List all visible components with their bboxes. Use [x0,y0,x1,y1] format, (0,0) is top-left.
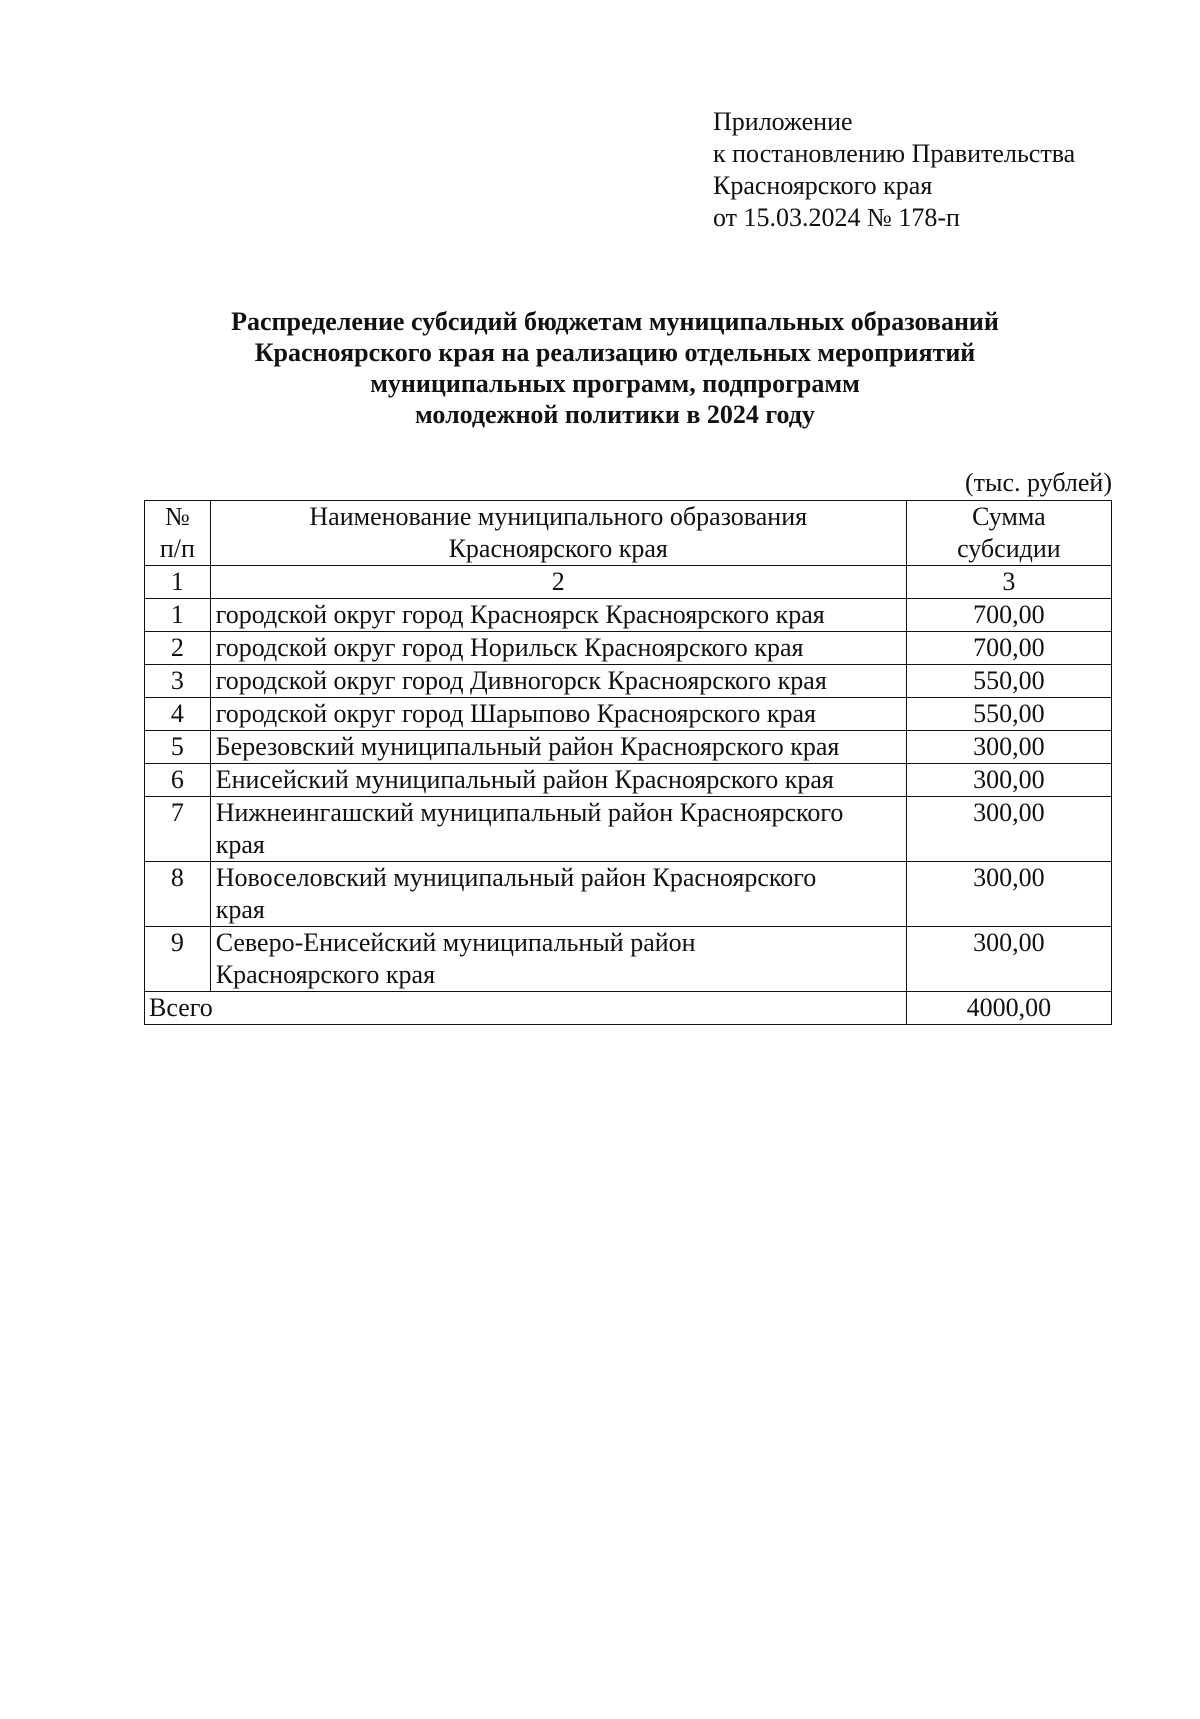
table-row [145,764,1112,797]
header-number-line-2: п/п [159,534,195,563]
row-sum: 300,00 [906,731,1111,764]
title-line-4: молодежной политики в 2024 году [415,400,815,429]
row-sum: 300,00 [906,862,1111,927]
header-name-line-1: Наименование муниципального образования [309,502,808,531]
table-row [145,797,1112,862]
header-sum [906,501,1111,566]
row-name [210,797,906,862]
row-sum: 700,00 [906,632,1111,665]
title-line-2: Красноярского края на реализацию отдельных мероприятий [254,338,976,367]
row-sum: 550,00 [906,665,1111,698]
column-number-3: 3 [906,566,1111,599]
annex-line-2: к постановлению Правительства [713,139,1076,168]
row-number: 3 [145,665,211,698]
column-number-2: 2 [210,566,906,599]
row-number: 9 [145,927,211,992]
total-label: Всего [145,992,907,1025]
total-row [145,992,1112,1025]
header-name [210,501,906,566]
row-name: городской округ город Дивногорск Красноярского края [210,665,906,698]
annex-line-3: Красноярского края [713,171,933,200]
header-sum-line-1: Сумма [972,502,1046,531]
annex-block [713,106,1075,234]
table-row [145,599,1112,632]
table-row [145,731,1112,764]
row-number: 1 [145,599,211,632]
table-row [145,862,1112,927]
row-name: городской округ город Красноярск Красноярского края [210,599,906,632]
row-number: 5 [145,731,211,764]
row-number: 6 [145,764,211,797]
total-sum: 4000,00 [906,992,1111,1025]
row-number: 4 [145,698,211,731]
row-name-line-1: Нижнеингашский муниципальный район Красноярского [215,798,844,827]
row-name: городской округ город Шарыпово Красноярского края [210,698,906,731]
header-number [145,501,211,566]
header-name-line-2: Красноярского края [448,534,668,563]
title-line-3: муниципальных программ, подпрограмм [370,369,860,398]
row-name-line-1: Новоселовский муниципальный район Красноярского [215,863,817,892]
row-name-line-2: края [215,895,265,924]
annex-line-1: Приложение [713,107,853,136]
row-name: городской округ город Норильск Красноярского края [210,632,906,665]
annex-line-4: от 15.03.2024 № 178-п [713,203,960,232]
header-sum-line-2: субсидии [957,534,1061,563]
row-sum: 300,00 [906,927,1111,992]
row-name-line-1: Северо-Енисейский муниципальный район [215,928,696,957]
row-name [210,862,906,927]
row-number: 8 [145,862,211,927]
table-row [145,927,1112,992]
table-row [145,632,1112,665]
column-number-1: 1 [145,566,211,599]
units-label: (тыс. рублей) [964,468,1112,497]
row-name: Енисейский муниципальный район Красноярского края [210,764,906,797]
header-number-line-1: № [164,502,190,531]
column-number-row [145,566,1112,599]
row-sum: 300,00 [906,797,1111,862]
row-sum: 700,00 [906,599,1111,632]
row-name: Березовский муниципальный район Красноярского края [210,731,906,764]
row-number: 7 [145,797,211,862]
document-title [150,306,1080,430]
row-sum: 300,00 [906,764,1111,797]
table-row [145,665,1112,698]
row-name [210,927,906,992]
row-sum: 550,00 [906,698,1111,731]
title-line-1: Распределение субсидий бюджетам муниципальных образований [231,307,999,336]
row-name-line-2: Красноярского края [215,960,436,989]
table-row [145,698,1112,731]
table-header-row [145,501,1112,566]
row-number: 2 [145,632,211,665]
row-name-line-2: края [215,830,265,859]
subsidy-table [144,500,1112,1025]
